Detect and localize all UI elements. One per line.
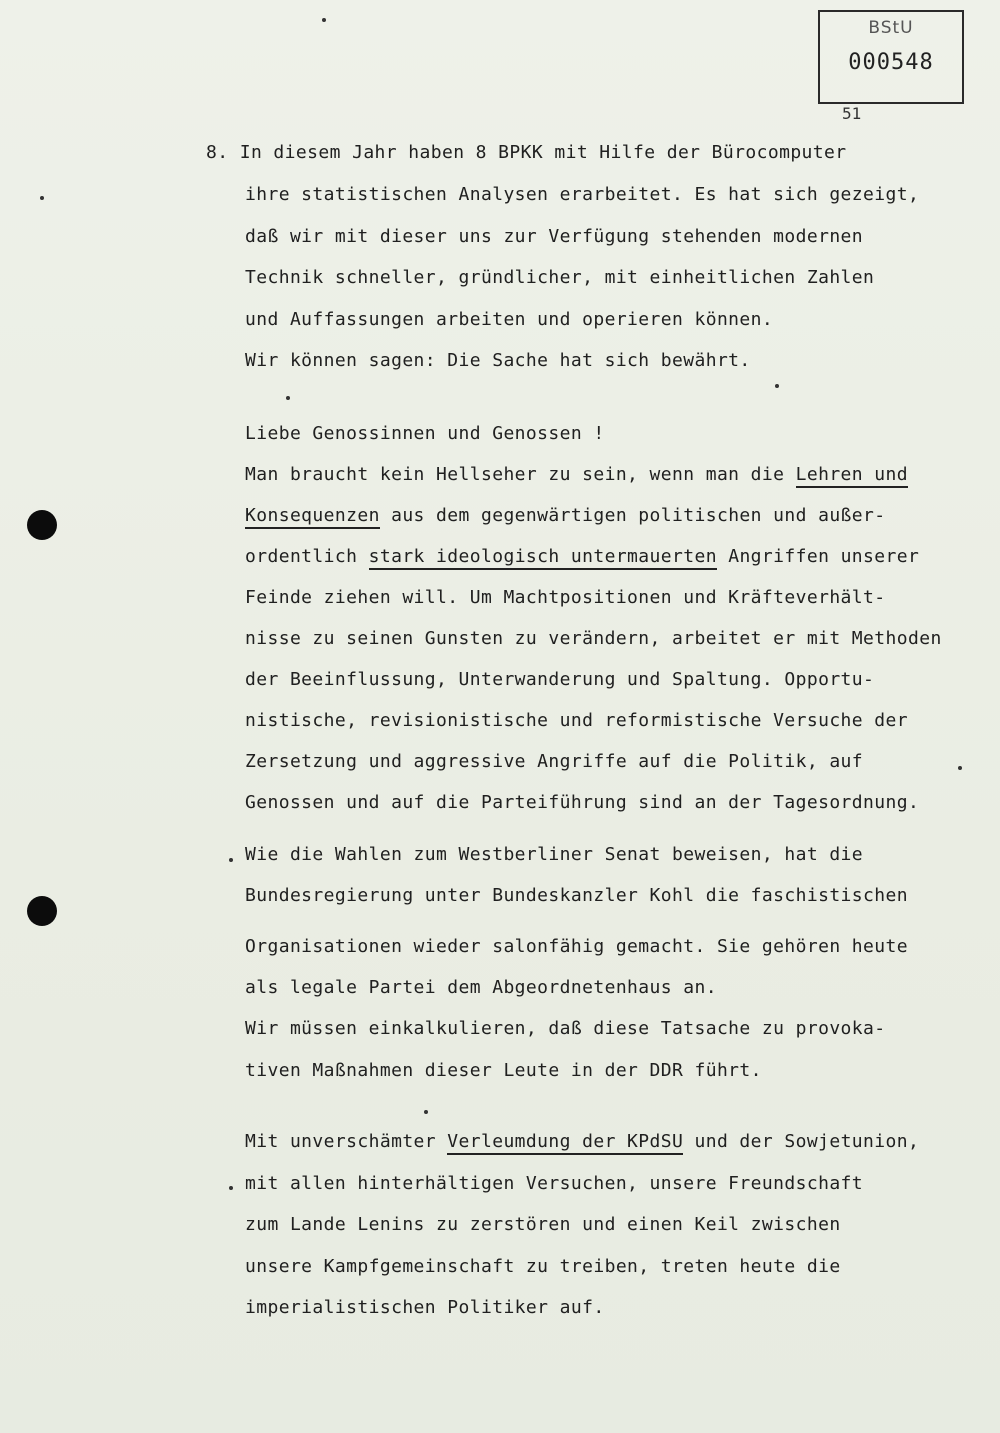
speck-mark xyxy=(229,1186,233,1190)
text-segment: und der Sowjetunion, xyxy=(683,1131,920,1152)
stamp-label: BStU xyxy=(868,18,914,38)
text-line-with-underline xyxy=(245,464,908,486)
punch-hole xyxy=(27,896,57,926)
text-segment: ordentlich xyxy=(245,546,369,567)
stamp-number: 000548 xyxy=(848,50,934,75)
speck-mark xyxy=(775,384,779,388)
speck-mark xyxy=(322,18,326,22)
text-line: tiven Maßnahmen dieser Leute in der DDR führt. xyxy=(245,1060,762,1081)
text-line: Genossen und auf die Parteiführung sind an der Tagesordnung. xyxy=(245,792,920,813)
text-line-with-underline xyxy=(245,1131,919,1153)
text-line: nistische, revisionistische und reformistische Versuche der xyxy=(245,710,908,731)
text-line: Feinde ziehen will. Um Machtpositionen und Kräfteverhält- xyxy=(245,587,886,608)
text-line: imperialistischen Politiker auf. xyxy=(245,1297,605,1318)
underlined-phrase: Lehren und xyxy=(796,464,908,488)
speck-mark xyxy=(40,196,44,200)
speck-mark xyxy=(424,1110,428,1114)
text-line: der Beeinflussung, Unterwanderung und Spaltung. Opportu- xyxy=(245,669,875,690)
text-line: 8. In diesem Jahr haben 8 BPKK mit Hilfe der Bürocomputer xyxy=(206,142,847,163)
speck-mark xyxy=(286,396,290,400)
text-line: unsere Kampfgemeinschaft zu treiben, treten heute die xyxy=(245,1256,841,1277)
speck-mark xyxy=(229,858,233,862)
text-line: Bundesregierung unter Bundeskanzler Kohl die faschistischen xyxy=(245,885,908,906)
text-line: Zersetzung und aggressive Angriffe auf die Politik, auf xyxy=(245,751,864,772)
text-line: Technik schneller, gründlicher, mit einheitlichen Zahlen xyxy=(245,267,875,288)
underlined-phrase: stark ideologisch untermauerten xyxy=(369,546,717,570)
text-segment: Man braucht kein Hellseher zu sein, wenn man die xyxy=(245,464,796,485)
text-line-with-underline xyxy=(245,505,886,527)
underlined-phrase: Konsequenzen xyxy=(245,505,380,529)
text-line: Wir müssen einkalkulieren, daß diese Tatsache zu provoka- xyxy=(245,1018,886,1039)
text-line-with-underline xyxy=(245,546,919,568)
punch-hole xyxy=(27,510,57,540)
text-line: daß wir mit dieser uns zur Verfügung stehenden modernen xyxy=(245,226,864,247)
archive-stamp xyxy=(818,10,964,104)
text-line: Wie die Wahlen zum Westberliner Senat beweisen, hat die xyxy=(245,844,864,865)
text-line: und Auffassungen arbeiten und operieren können. xyxy=(245,309,774,330)
text-line: Organisationen wieder salonfähig gemacht. Sie gehören heute xyxy=(245,936,908,957)
text-segment: aus dem gegenwärtigen politischen und außer- xyxy=(379,505,886,526)
text-line: nisse zu seinen Gunsten zu verändern, arbeitet er mit Methoden xyxy=(245,628,942,649)
text-segment: Angriffen unserer xyxy=(716,546,920,567)
page-number: 51 xyxy=(842,104,862,123)
speck-mark xyxy=(958,766,962,770)
text-line: ihre statistischen Analysen erarbeitet. Es hat sich gezeigt, xyxy=(245,184,920,205)
text-line: Liebe Genossinnen und Genossen ! xyxy=(245,423,605,444)
text-line: Wir können sagen: Die Sache hat sich bewährt. xyxy=(245,350,751,371)
underlined-phrase: Verleumdung der KPdSU xyxy=(447,1131,683,1155)
text-line: mit allen hinterhältigen Versuchen, unsere Freundschaft xyxy=(245,1173,864,1194)
text-line: zum Lande Lenins zu zerstören und einen Keil zwischen xyxy=(245,1214,841,1235)
text-segment: Mit unverschämter xyxy=(245,1131,448,1152)
text-line: als legale Partei dem Abgeordnetenhaus an. xyxy=(245,977,717,998)
